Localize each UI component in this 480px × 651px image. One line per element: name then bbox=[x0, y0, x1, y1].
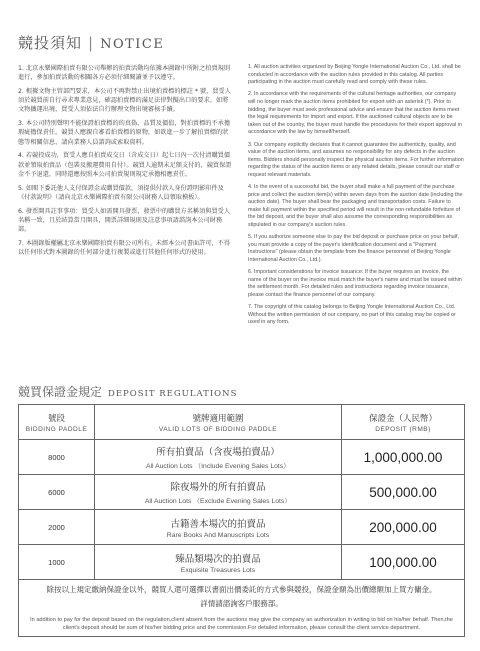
lot-scope-zh: 古籍善本場次的拍賣品 bbox=[170, 518, 266, 530]
notice-zh-item: 4. 若競投成功，買受人應自拍賣成交日（含成交日）起七日內一次付清購買價款並領取拍賣品（包裝及搬運費用自付）。競買人逾期未足額支付的，競買保證金不予退還，同時還應按照本公司拍賣規則規定承擔相應責任。 bbox=[18, 152, 232, 178]
header-paddle bbox=[19, 405, 95, 440]
notice-zh-column bbox=[18, 64, 234, 332]
title-en: NOTICE bbox=[100, 37, 165, 52]
paddle-code: 1000 bbox=[19, 545, 95, 580]
lot-scope-zh: 除夜場外的所有拍賣品 bbox=[170, 482, 266, 493]
deposit-note-row bbox=[19, 580, 465, 637]
deposit-amount: 100,000.00 bbox=[342, 545, 465, 580]
notice-en-item: 7. The copyright of this catalog belongs to Beijing Yongle International Auction Co., Ltd. Without the written permission of our company, no part of this catalog may be copied or used in any form. bbox=[248, 304, 456, 326]
lot-scope-zh: 所有拍賣品（含夜場拍賣品） bbox=[156, 447, 280, 458]
lot-scope bbox=[95, 475, 342, 510]
deposit-amount: 200,000.00 bbox=[342, 510, 465, 545]
notice-en-item: 2. In accordance with the requirements of the cultural heritage authorities, our company will no longer mark the auction items prohibited for export with an asterisk (*). Prior to bidding, the buyer must seek professional advice and ensure that the auction items meet the legal requirements for import and export. If the auctioned cultural objects are to be taken out of the country, the buyer must handle the procedures for their export approval in accordance with the law by himself/herself. bbox=[248, 91, 462, 136]
notice-en-column bbox=[248, 64, 464, 332]
paddle-code: 2000 bbox=[19, 510, 95, 545]
header-deposit bbox=[342, 405, 465, 440]
lot-scope-en: All Auction Lots （Exclude Evening Sales Lots） bbox=[144, 498, 292, 505]
lot-scope-en: Exquisite Treasures Lots bbox=[180, 566, 256, 574]
table-row bbox=[19, 510, 465, 545]
page-title bbox=[18, 32, 164, 53]
deposit-title-zh: 競買保證金規定 bbox=[18, 385, 103, 399]
paddle-code: 6000 bbox=[19, 475, 95, 510]
notice-section bbox=[18, 64, 464, 332]
notice-zh-item: 1. 北京永樂國際拍賣有限公司舉辦的拍賣活動均依據本圖錄中所附之拍賣規則進行，參加拍賣活動的相關各方必須仔細閱讀並予以遵守。 bbox=[18, 65, 231, 82]
header-scope bbox=[95, 405, 342, 440]
notice-zh-item: 5. 如閣下委託他人支付保證金或購買價款，須提供付款人身份證明影印件及《付款說明》（請向北京永樂國際拍賣有限公司財務人員領取模板）。 bbox=[18, 184, 224, 201]
deposit-amount: 500,000.00 bbox=[342, 475, 465, 510]
lot-scope bbox=[95, 510, 342, 545]
table-row bbox=[19, 475, 465, 510]
header-scope-en: VALID LOTS OF BIDDING PADDLE bbox=[158, 425, 278, 433]
header-deposit-en: DEPOSIT (RMB) bbox=[375, 425, 431, 433]
header-paddle-en: BIDDING PADDLE bbox=[25, 425, 88, 433]
lot-scope-zh: 臻品類場次的拍賣品 bbox=[175, 553, 261, 565]
title-zh: 競投須知 bbox=[18, 34, 83, 52]
lot-scope-en: All Auction Lots （Include Evening Sales Lots） bbox=[146, 463, 290, 470]
notice-en-item: 5. If you authorize someone else to pay the bid deposit or purchase price on your behalf, you must provide a copy of the payer's identification document and a "Payment Instructions" (please obtain the template from the finance personnel of Beijing Yongle International Auction Co., Ltd.). bbox=[248, 234, 459, 264]
deposit-note-zh-contact: 詳情請諮詢客戶服務部。 bbox=[200, 599, 283, 608]
notice-en-item: 6. Important considerations for invoice issuance: If the buyer requires an invoice, the name of the buyer on the invoice must match the buyer's name and must be issued within the settlement month. For detailed rules and instructions regarding invoice issuance, please contact the finance personnel of our company. bbox=[248, 269, 462, 298]
notice-zh-item: 7. 本圖錄版權屬北京永樂國際拍賣有限公司所有。未經本公司書面許可，不得以任何形式對本圖錄的任何部分進行複製或進行其他任何形式的使用。 bbox=[18, 239, 231, 257]
table-row bbox=[19, 440, 465, 475]
header-scope-zh: 號牌適用範圍 bbox=[192, 413, 244, 424]
deposit-note-zh: 除按以上規定繳納保證金以外，競買人還可選擇以書面出價委託的方式參與競投，保證金額為出價總額加上買方傭金。 bbox=[46, 585, 437, 594]
deposit-amount: 1,000,000.00 bbox=[342, 440, 465, 475]
deposit-header-row bbox=[19, 405, 465, 440]
deposit-title bbox=[18, 383, 237, 400]
notice-en-item: 3. Our company explicitly declares that it cannot guarantee the authenticity, quality, and value of the auction items, and assumes no responsibility for any defects in the auction items. Bidders should personally inspect the physical auction items. For further information regarding the status of the auction items or any related details, please consult our staff or request relevant materials. bbox=[248, 141, 464, 178]
lot-scope-en: Rare Books And Manuscripts Lots bbox=[166, 531, 270, 539]
deposit-table bbox=[18, 404, 465, 637]
notice-en-item: 1. All auction activities organized by Beijing Yongle International Auction Co., Ltd. shall be conducted in accordance with the auction rules provided in this catalog. All parties participating in the auction must carefully read and comply with these rules. bbox=[248, 64, 461, 86]
deposit-note-en: In addition to pay for the deposit based on the regulation,client absent from the auctions may give the company an authorization in writing to bid on his/her behalf. Then,the client's deposit should be sum of his/her bidding price and the commission.For detailed information, please consult the client service department. bbox=[30, 617, 453, 631]
deposit-note bbox=[19, 580, 465, 637]
table-row bbox=[19, 545, 465, 580]
title-separator: | bbox=[88, 34, 95, 52]
paddle-code: 8000 bbox=[19, 440, 95, 475]
notice-en-item: 4. In the event of a successful bid, the buyer shall make a full payment of the purchase price and collect the auction item(s) within seven days from the auction date (including the auction date). The buyer shall bear the packaging and transportation costs. Failure to make full payment within the specified period will result in the non-refundable forfeiture of the bid deposit, and the buyer shall also assume the corresponding responsibilities as stipulated in our company's auction rules. bbox=[248, 184, 463, 229]
header-paddle-zh: 號段 bbox=[47, 413, 65, 424]
notice-zh-item: 6. 發票開具註事事項：買受人如需開具發票，發票中的購買方名稱須與買受人名稱一致，且於結算當月開具，開票詳細規則及註意事項請諮詢本公司財務部。 bbox=[18, 207, 231, 234]
header-deposit-zh: 保證金（人民幣） bbox=[368, 413, 437, 424]
lot-scope bbox=[95, 545, 342, 580]
lot-scope bbox=[95, 440, 342, 475]
deposit-title-en: DEPOSIT REGULATIONS bbox=[108, 389, 238, 399]
notice-zh-item: 3. 本公司特別聲明不能保證拍賣標的的真偽、品質及價值，對拍賣標的不承擔瑕疵擔保責任。競買人應親自審看拍賣標的原物，如欲進一步了解拍賣標的狀態等相關信息，請向業務人員諮詢或索取資料。 bbox=[18, 120, 231, 146]
notice-zh-item: 2. 根據文物主管部門要求，本公司不再對禁止出境拍賣標的標註 * 號，買受人須於競買前自行尋求專業意見，確認拍賣標的滿足法律對擬出口的要求。如將文物攜運出境，買受人須依法自行辦理文物出境審核手續。 bbox=[18, 88, 231, 114]
